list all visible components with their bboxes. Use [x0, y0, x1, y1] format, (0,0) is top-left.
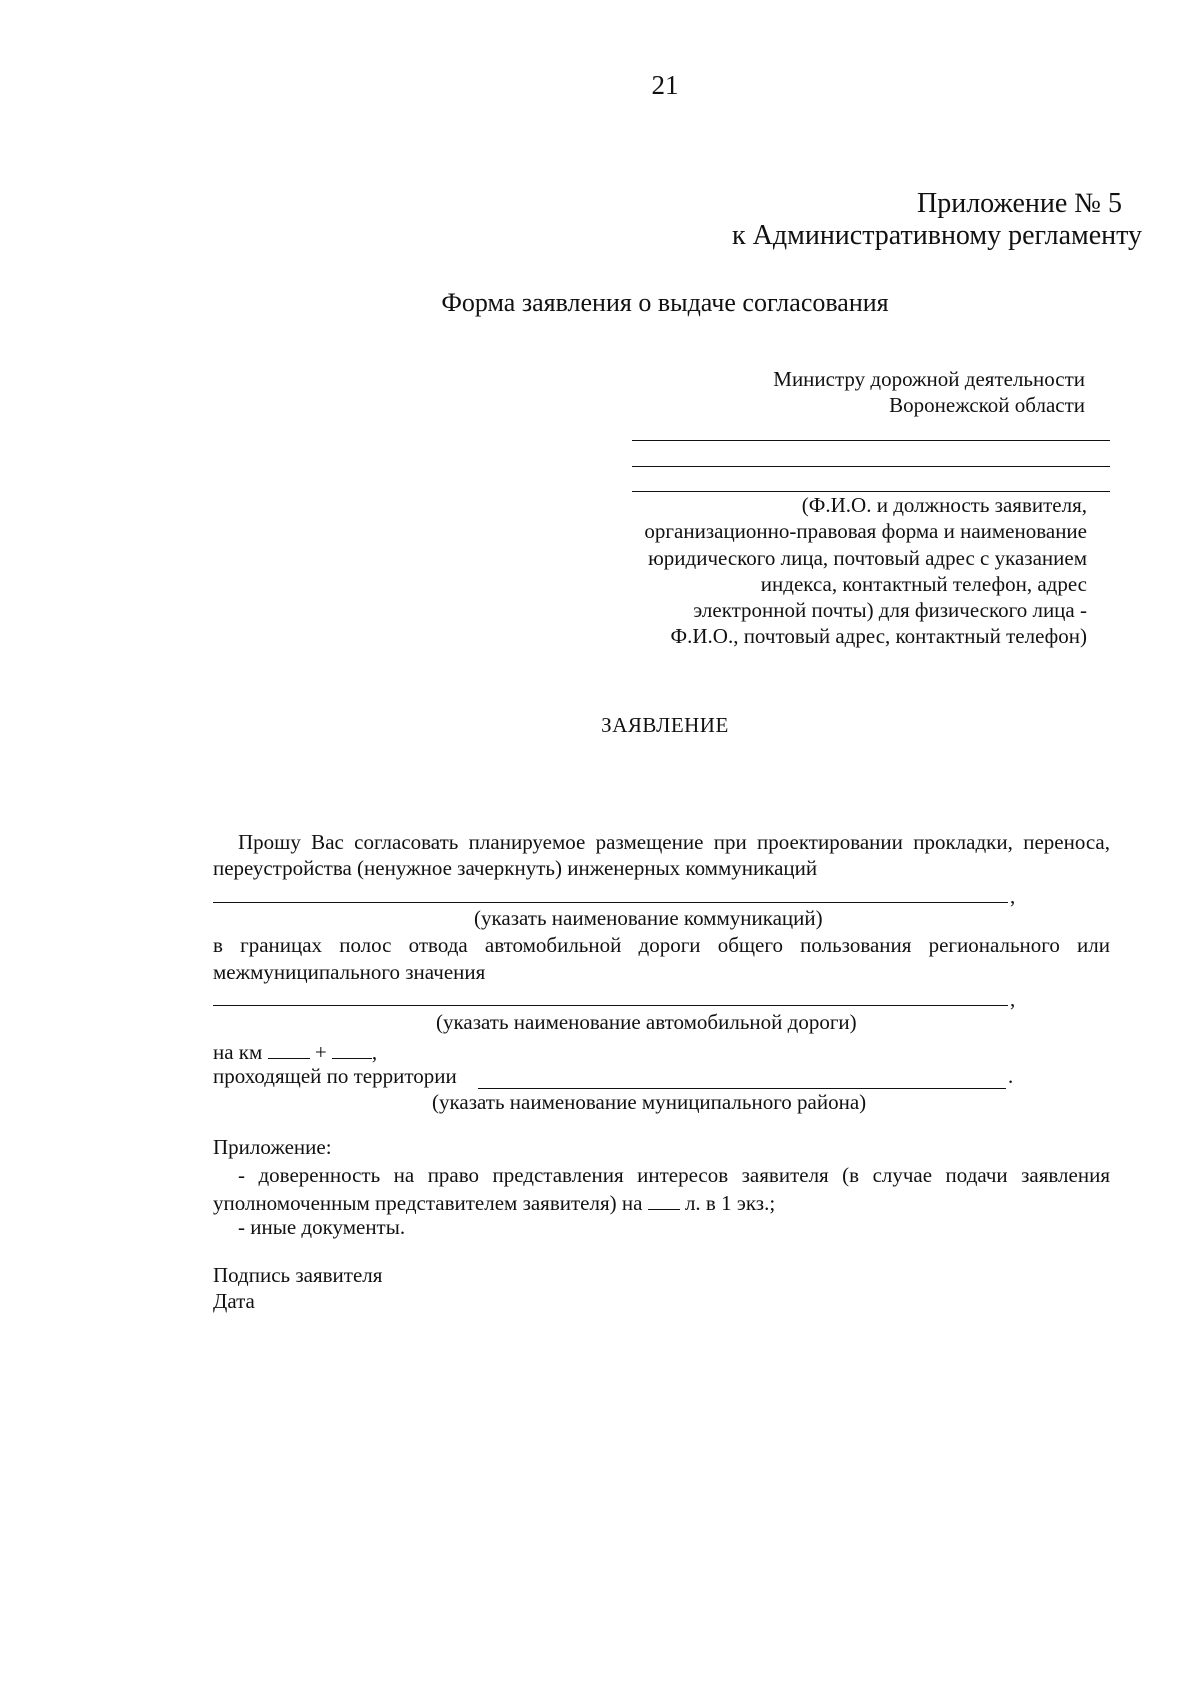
applicant-note-line: электронной почты) для физического лица -: [693, 598, 1087, 623]
addressee-line-2: Воронежской области: [889, 393, 1085, 417]
territory-suffix: .: [1008, 1064, 1014, 1088]
attachment-item2: - иные документы.: [238, 1215, 406, 1239]
statement-title: ЗАЯВЛЕНИЕ: [601, 713, 729, 737]
applicant-fill-line-2: [632, 466, 1110, 467]
m-blank: [332, 1038, 372, 1059]
appendix-subtitle: к Административному регламенту: [732, 220, 1142, 251]
km-blank: [268, 1038, 310, 1059]
km-prefix: на км: [213, 1040, 263, 1064]
attachment-item1-line2: [213, 1189, 775, 1216]
applicant-note-line: Ф.И.О., почтовый адрес, контактный телефон): [670, 624, 1087, 649]
attachment-item1-line1: - доверенность на право представления интересов заявителя (в случае подачи заявления: [238, 1163, 1110, 1187]
road-fill-line: [213, 1005, 1008, 1006]
hint-road: (указать наименование автомобильной дороги): [436, 1010, 857, 1034]
applicant-note-line: индекса, контактный телефон, адрес: [760, 571, 1087, 596]
km-suffix: ,: [371, 1040, 378, 1064]
sheets-blank: [648, 1189, 680, 1210]
attachment-item1-prefix: уполномоченным представителем заявителя) на: [213, 1191, 643, 1215]
addressee-line-1: Министру дорожной деятельности: [773, 367, 1085, 391]
attachments-label: Приложение:: [213, 1135, 332, 1159]
km-row: [213, 1038, 377, 1065]
statement-para1-line1: Прошу Вас согласовать планируемое размещение при проектировании прокладки, переноса,: [238, 830, 1110, 854]
applicant-note-line: (Ф.И.О. и должность заявителя,: [801, 493, 1087, 517]
statement-para2-line1: в границах полос отвода автомобильной дороги общего пользования регионального или: [213, 933, 1110, 957]
attachment-item1-suffix: л. в 1 экз.;: [684, 1191, 776, 1215]
applicant-note-line: юридического лица, почтовый адрес с указанием: [648, 545, 1087, 570]
form-title: Форма заявления о выдаче согласования: [441, 288, 889, 317]
applicant-note: [644, 492, 1087, 650]
comma-2: ,: [1010, 987, 1016, 1011]
territory-fill-line: [478, 1088, 1006, 1089]
signature-label: Подпись заявителя: [213, 1263, 383, 1287]
page-number: 21: [651, 70, 679, 100]
date-label: Дата: [213, 1289, 255, 1313]
km-plus: +: [314, 1040, 327, 1064]
appendix-title: Приложение № 5: [917, 188, 1122, 219]
comma-1: ,: [1010, 884, 1016, 908]
applicant-fill-line-1: [632, 440, 1110, 441]
hint-district: (указать наименование муниципального района): [432, 1090, 867, 1114]
applicant-note-line: организационно-правовая форма и наименование: [644, 519, 1087, 544]
statement-para1-line2: переустройства (ненужное зачеркнуть) инженерных коммуникаций: [213, 856, 818, 880]
hint-communications: (указать наименование коммуникаций): [474, 906, 823, 930]
communications-fill-line: [213, 902, 1008, 903]
statement-para2-line2: межмуниципального значения: [213, 960, 486, 984]
territory-label: проходящей по территории: [213, 1064, 457, 1088]
